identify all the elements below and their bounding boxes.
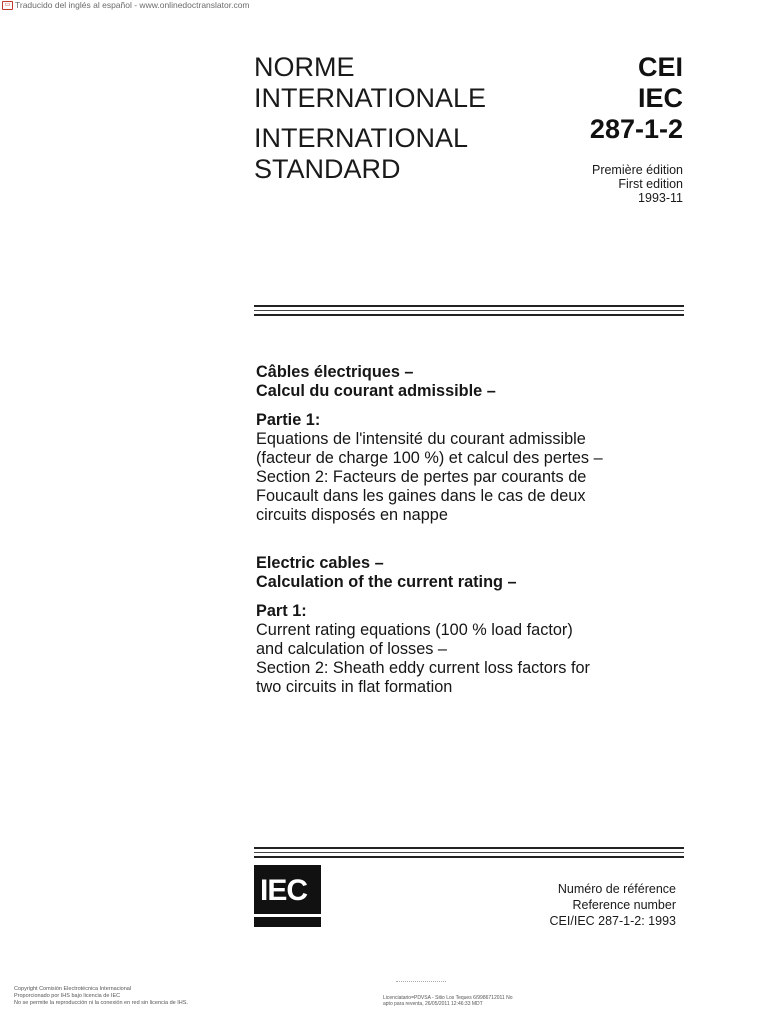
french-title-2: Calcul du courant admissible –	[256, 382, 496, 400]
english-subtitle-line-1: Current rating equations (100 % load factor)	[256, 621, 573, 639]
title-line-international: INTERNATIONAL	[254, 123, 469, 153]
title-line-norme: NORME	[254, 52, 355, 82]
english-part-label: Part 1:	[256, 602, 307, 620]
reference-value: CEI/IEC 287-1-2: 1993	[549, 914, 676, 928]
copyright-footer	[14, 986, 188, 1007]
top-divider	[254, 305, 684, 316]
french-subtitle-line-3: Section 2: Facteurs de pertes par courants de	[256, 468, 587, 486]
english-subtitle-line-4: two circuits in flat formation	[256, 678, 453, 696]
code-iec: IEC	[637, 83, 683, 113]
license-footer	[383, 995, 513, 1007]
document-body	[256, 363, 686, 697]
french-part-label: Partie 1:	[256, 411, 321, 429]
english-title-2: Calculation of the current rating –	[256, 573, 517, 591]
translator-banner	[2, 0, 250, 10]
title-line-standard: STANDARD	[254, 154, 401, 184]
iec-logo-text: IEC	[260, 874, 308, 907]
edition-info	[592, 163, 683, 205]
reference-label-french: Numéro de référence	[557, 882, 676, 896]
code-number: 287-1-2	[589, 114, 683, 144]
scan-artifact	[396, 981, 446, 983]
french-subtitle-line-1: Equations de l'intensité du courant admissible	[256, 430, 586, 448]
translate-icon: ▭	[2, 1, 13, 10]
edition-french: Première édition	[591, 163, 683, 177]
bottom-divider	[254, 847, 684, 858]
code-cei: CEI	[637, 52, 683, 82]
reference-label-english: Reference number	[572, 898, 676, 912]
reference-number	[550, 881, 676, 929]
license-line-2: apto para reventa, 26/05/2011 12:46:33 MDT	[383, 1001, 483, 1007]
french-title-1: Câbles électriques –	[256, 363, 414, 381]
copyright-line-1: Copyright Comisión Electrotécnica Internacional	[14, 986, 132, 992]
edition-date: 1993-11	[638, 191, 683, 205]
french-subtitle-line-5: circuits disposés en nappe	[256, 506, 448, 524]
translator-banner-text: Traducido del inglés al español - www.onlinedoctranslator.com	[15, 0, 250, 10]
english-subtitle-line-3: Section 2: Sheath eddy current loss factors for	[256, 659, 590, 677]
french-subtitle-line-2: (facteur de charge 100 %) et calcul des pertes –	[256, 449, 603, 467]
iec-logo	[254, 865, 321, 927]
english-title-1: Electric cables –	[256, 554, 384, 572]
edition-english: First edition	[618, 177, 683, 191]
copyright-line-3: No se permite la reproducción ni la conexión en red sin licencia de IHS.	[14, 1000, 188, 1006]
license-line-1: Licenciatario=PDVSA - Sitio Los Teques 6/9986712011 No	[383, 995, 513, 1001]
document-title	[254, 52, 486, 185]
copyright-line-2: Proporcionado por IHS bajo licencia de IEC	[14, 993, 121, 999]
english-subtitle-line-2: and calculation of losses –	[256, 640, 447, 658]
standard-code	[590, 52, 683, 145]
title-line-internationale: INTERNATIONALE	[254, 83, 487, 113]
french-subtitle-line-4: Foucault dans les gaines dans le cas de deux	[256, 487, 586, 505]
